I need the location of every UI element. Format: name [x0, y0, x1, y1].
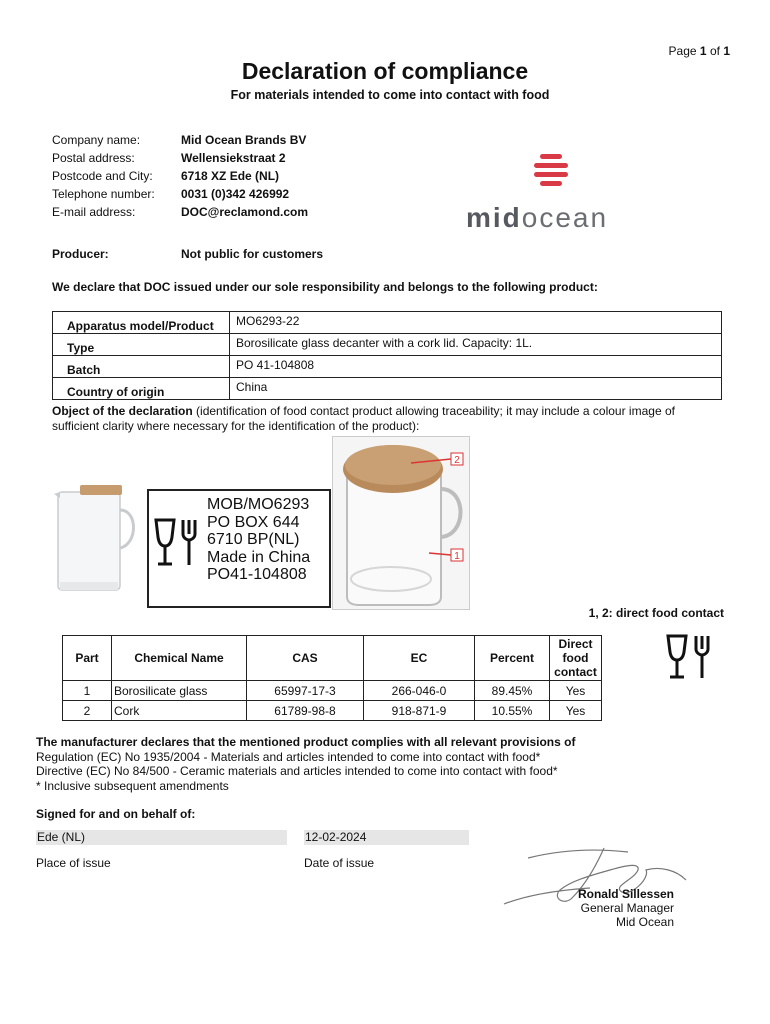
amendments-note: * Inclusive subsequent amendments	[36, 778, 229, 793]
table-header-row	[63, 636, 602, 681]
producer-label: Producer:	[52, 247, 109, 261]
company-name-label: Company name:	[52, 133, 141, 147]
cell-cas: 61789-98-8	[247, 701, 364, 721]
header-percent: Percent	[475, 636, 550, 681]
email-label: E-mail address:	[52, 205, 136, 219]
product-value: Borosilicate glass decanter with a cork lid. Capacity: 1L.	[230, 334, 722, 356]
cell-chemical-name: Borosilicate glass	[112, 681, 247, 701]
manufacturer-heading: The manufacturer declares that the mentioned product complies with all relevant provisions of	[36, 735, 576, 749]
label-line: Made in China	[207, 548, 311, 566]
date-of-issue-label: Date of issue	[304, 856, 375, 870]
page-label: Page	[668, 44, 697, 58]
table-row	[53, 334, 722, 356]
cell-chemical-name: Cork	[112, 701, 247, 721]
header-ec: EC	[364, 636, 475, 681]
decanter-photo-small	[50, 482, 138, 594]
page-number	[669, 44, 730, 58]
table-row	[63, 701, 602, 721]
cell-ec: 266-046-0	[364, 681, 475, 701]
header-part: Part	[63, 636, 112, 681]
cell-part: 1	[63, 681, 112, 701]
date-of-issue-field: 12-02-2024	[304, 830, 469, 845]
decanter-image	[333, 437, 469, 609]
decanter-photo-large	[332, 436, 470, 610]
midocean-logo	[466, 150, 646, 240]
table-row	[53, 312, 722, 334]
cell-percent: 10.55%	[475, 701, 550, 721]
page-total: 1	[723, 44, 730, 58]
signed-heading: Signed for and on behalf of:	[36, 807, 196, 821]
company-name-value: Mid Ocean Brands BV	[181, 133, 307, 147]
page-of: of	[709, 44, 720, 58]
product-marking-label	[147, 489, 331, 608]
contact-note: 1, 2: direct food contact	[588, 606, 724, 620]
manufacturer-statement	[36, 735, 575, 793]
email-value: DOC@reclamond.com	[181, 205, 309, 219]
logo-bar	[540, 181, 562, 186]
product-key: Country of origin	[53, 378, 230, 400]
place-of-issue-field: Ede (NL)	[36, 830, 287, 845]
signer-name: Ronald Sillessen	[577, 887, 674, 901]
label-line: PO BOX 644	[207, 513, 300, 531]
producer-value: Not public for customers	[181, 247, 324, 261]
product-table	[52, 311, 722, 400]
product-value: PO 41-104808	[230, 356, 722, 378]
postal-address-value: Wellensiekstraat 2	[181, 151, 286, 165]
cell-contact: Yes	[550, 701, 602, 721]
document-title: Declaration of compliance	[241, 58, 529, 84]
product-value: MO6293-22	[230, 312, 722, 334]
telephone-value: 0031 (0)342 426992	[181, 187, 290, 201]
signer-organization: Mid Ocean	[615, 915, 674, 929]
declaration-intro: We declare that DOC issued under our sole responsibility and belongs to the following product:	[52, 280, 598, 294]
object-heading: Object of the declaration	[52, 404, 193, 418]
glass-fork-icon	[153, 517, 203, 569]
postal-address-label: Postal address:	[52, 151, 135, 165]
logo-bar	[534, 163, 568, 168]
table-row	[53, 356, 722, 378]
postcode-value: 6718 XZ Ede (NL)	[181, 169, 280, 183]
telephone-label: Telephone number:	[52, 187, 155, 201]
logo-bar	[540, 154, 562, 159]
table-row	[63, 681, 602, 701]
document-subtitle: For materials intended to come into contact with food	[230, 88, 550, 102]
object-text: (identification of food contact product allowing traceability; it may include a colour image of sufficient clarity where necessary for the identification of the product):	[52, 404, 675, 433]
marker-1: 1	[454, 551, 460, 562]
label-line: PO41-104808	[207, 566, 307, 583]
logo-word-bold: mid	[466, 202, 522, 233]
product-key: Type	[53, 334, 230, 356]
label-line: 6710 BP(NL)	[207, 531, 300, 548]
signer-block	[578, 887, 674, 929]
marker-2: 2	[454, 455, 460, 466]
logo-word-thin: ocean	[521, 202, 609, 233]
regulation-line: Regulation (EC) No 1935/2004 - Materials and articles intended to come into contact with food*	[36, 749, 541, 764]
chemical-table	[62, 635, 602, 721]
directive-line: Directive (EC) No 84/500 - Ceramic materials and articles intended to come into contact with food*	[36, 764, 558, 778]
logo-bar	[534, 172, 568, 177]
cell-cas: 65997-17-3	[247, 681, 364, 701]
signer-title: General Manager	[580, 901, 674, 915]
postcode-label: Postcode and City:	[52, 169, 153, 183]
cell-percent: 89.45%	[475, 681, 550, 701]
header-chemical-name: Chemical Name	[112, 636, 247, 681]
object-of-declaration	[52, 404, 722, 434]
cell-contact: Yes	[550, 681, 602, 701]
product-value: China	[230, 378, 722, 400]
food-contact-icon	[664, 633, 724, 681]
header-direct-food-contact: Direct food contact	[550, 636, 602, 681]
place-of-issue-label: Place of issue	[36, 856, 111, 870]
cell-ec: 918-871-9	[364, 701, 475, 721]
table-row	[53, 378, 722, 400]
header-cas: CAS	[247, 636, 364, 681]
label-line: MOB/MO6293	[207, 496, 310, 513]
product-key: Batch	[53, 356, 230, 378]
product-key: Apparatus model/Product	[53, 312, 230, 334]
logo-wordmark	[466, 202, 608, 234]
cell-part: 2	[63, 701, 112, 721]
page-current: 1	[699, 44, 707, 58]
